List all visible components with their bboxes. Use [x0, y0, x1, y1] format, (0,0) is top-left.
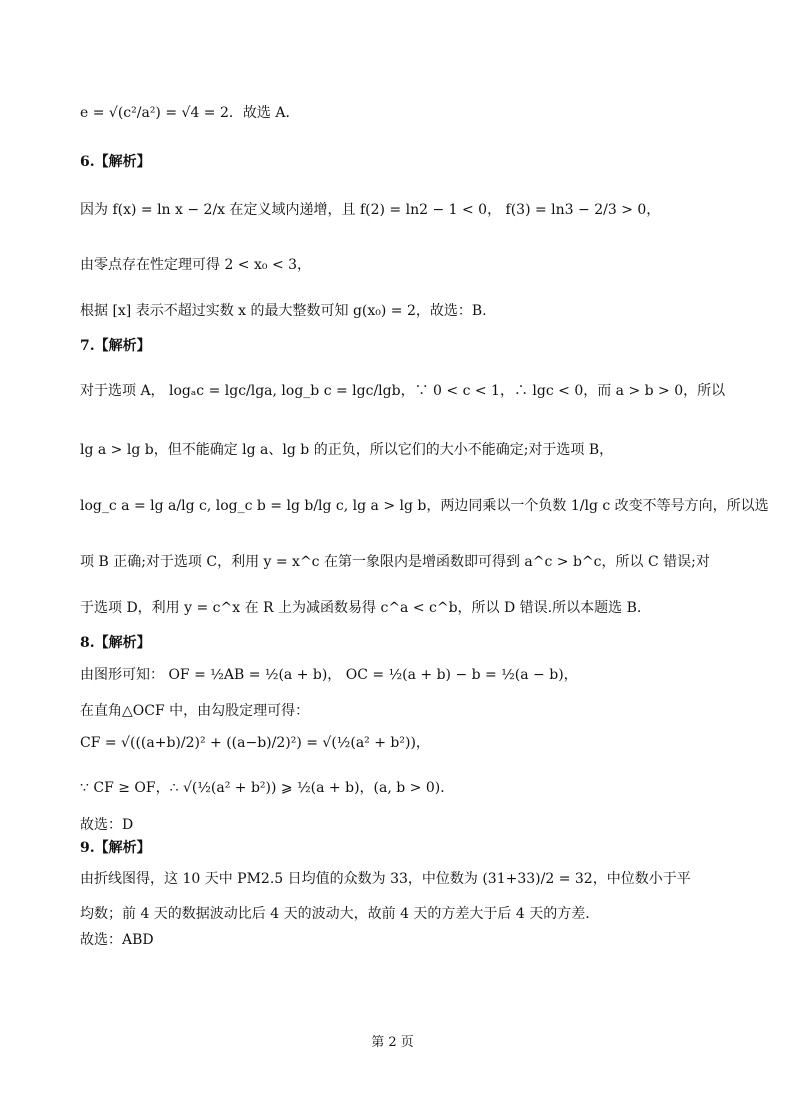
line-q8-b: 在直角△OCF 中，由勾股定理可得： — [80, 703, 310, 719]
line-answer-5-end: e = √(c²/a²) = √4 = 2．故选 A． — [80, 105, 300, 121]
page-number-footer: 第 2 页 — [371, 1035, 414, 1050]
heading-question-6: 6.【解析】 — [80, 154, 151, 170]
line-q7-a: 对于选项 A， logₐc = lgc/lga, log_b c = lgc/lgb，∵ 0 < c < 1，∴ lgc < 0，而 a > b > 0，所以 — [80, 383, 726, 399]
line-q7-c: log_c a = lg a/lg c, log_c b = lg b/lg c, lg a > lg b，两边同乘以一个负数 1/lg c 改变不等号方向，所以选 — [80, 498, 769, 514]
line-q7-e: 于选项 D，利用 y = c^x 在 R 上为减函数易得 c^a < c^b，所以 D 错误.所以本题选 B. — [80, 600, 642, 616]
line-q6-b: 由零点存在性定理可得 2 < x₀ < 3， — [80, 257, 312, 273]
line-q8-c: CF = √(((a+b)/2)² + ((a−b)/2)²) = √(½(a² + b²))， — [80, 735, 430, 751]
heading-question-9: 9.【解析】 — [80, 840, 151, 856]
line-q9-a: 由折线图得，这 10 天中 PM2.5 日均值的众数为 33，中位数为 (31+33)/2 = 32，中位数小于平 — [80, 871, 691, 887]
line-q6-a: 因为 f(x) = ln x − 2/x 在定义域内递增，且 f(2) = ln2 − 1 < 0， f(3) = ln3 − 2/3 > 0， — [80, 202, 661, 218]
line-q6-c: 根据 [x] 表示不超过实数 x 的最大整数可知 g(x₀) = 2，故选：B. — [80, 303, 487, 319]
line-q7-d: 项 B 正确;对于选项 C，利用 y = x^c 在第一象限内是增函数即可得到 a^c > b^c，所以 C 错误;对 — [80, 554, 710, 570]
line-q8-d: ∵ CF ≥ OF，∴ √(½(a² + b²)) ⩾ ½(a + b)，(a, b > 0)． — [80, 780, 455, 796]
line-q8-e: 故选：D — [80, 817, 134, 833]
line-q7-b: lg a > lg b，但不能确定 lg a、lg b 的正负，所以它们的大小不能确定;对于选项 B， — [80, 442, 614, 458]
heading-question-7: 7.【解析】 — [80, 338, 151, 354]
line-q9-b: 均数；前 4 天的数据波动比后 4 天的波动大，故前 4 天的方差大于后 4 天的方差. — [80, 906, 590, 922]
line-q9-c: 故选：ABD — [80, 932, 154, 948]
line-q8-a: 由图形可知： OF = ½AB = ½(a + b)， OC = ½(a + b) − b = ½(a − b)， — [80, 667, 578, 683]
heading-question-8: 8.【解析】 — [80, 635, 151, 651]
